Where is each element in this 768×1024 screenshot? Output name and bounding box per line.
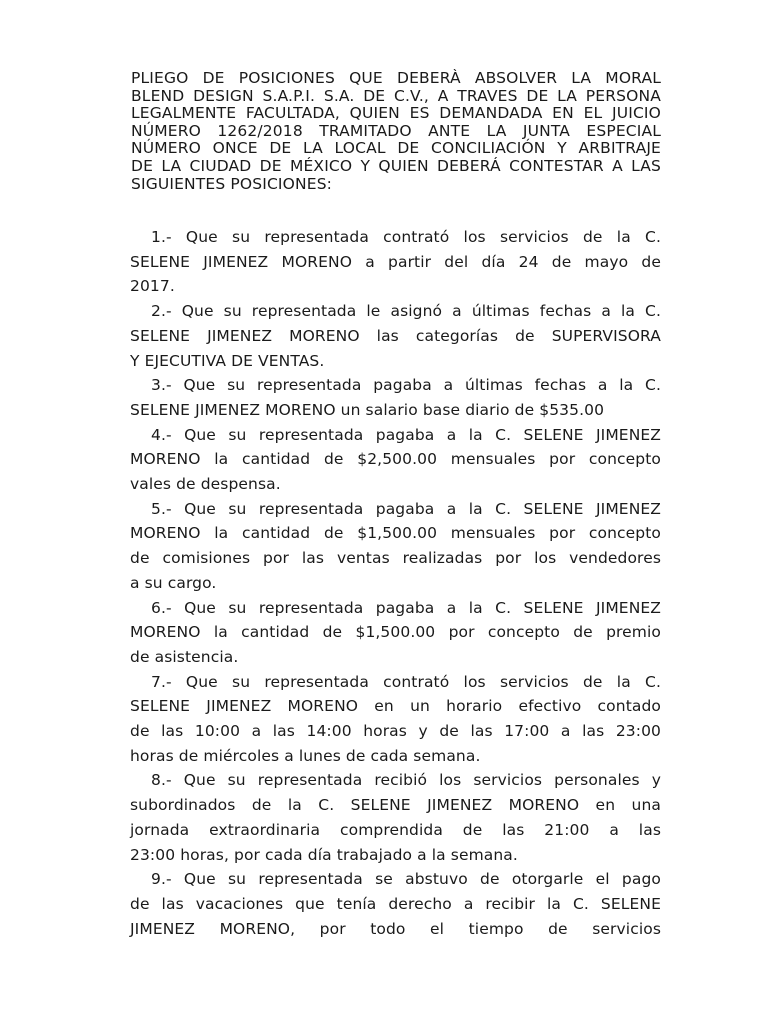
position-line: de las vacaciones que tenía derecho a recibir la C. SELENE <box>130 894 661 913</box>
heading-line: NÚMERO ONCE DE LA LOCAL DE CONCILIACIÓN Y ARBITRAJE <box>131 139 661 158</box>
position-line: 7.- Que su representada contrató los servicios de la C. <box>151 672 661 691</box>
position-line: 9.- Que su representada se abstuvo de otorgarle el pago <box>151 870 661 889</box>
position-line: Y EJECUTIVA DE VENTAS. <box>130 351 325 370</box>
position-line: 1.- Que su representada contrató los servicios de la C. <box>151 228 661 246</box>
heading-line: LEGALMENTE FACULTADA, QUIEN ES DEMANDADA EN EL JUICIO <box>131 104 661 123</box>
position-line: de asistencia. <box>130 647 239 666</box>
position-line: SELENE JIMENEZ MORENO un salario base diario de $535.00 <box>130 400 605 419</box>
position-line: subordinados de la C. SELENE JIMENEZ MORENO en una <box>130 796 661 815</box>
position-line: 4.- Que su representada pagaba a la C. SELENE JIMENEZ <box>151 425 661 444</box>
position-item-9 <box>130 867 661 941</box>
position-line: JIMENEZ MORENO, por todo el tiempo de servicios <box>130 919 661 938</box>
position-line: a su cargo. <box>130 573 217 592</box>
position-item-8 <box>130 768 661 867</box>
position-line: horas de miércoles a lunes de cada semana. <box>130 746 481 765</box>
position-line: de comisiones por las ventas realizadas por los vendedores <box>130 549 661 568</box>
position-line: SELENE JIMENEZ MORENO las categorías de SUPERVISORA <box>130 326 661 345</box>
position-line: jornada extraordinaria comprendida de las 21:00 a las <box>130 820 661 839</box>
position-line: vales de despensa. <box>130 475 281 494</box>
position-item-1 <box>130 225 661 299</box>
position-line: 3.- Que su representada pagaba a últimas fechas a la C. <box>151 376 661 395</box>
position-line: 5.- Que su representada pagaba a la C. SELENE JIMENEZ <box>151 499 661 518</box>
heading-line: SIGUIENTES POSICIONES: <box>131 174 333 193</box>
position-line: SELENE JIMENEZ MORENO en un horario efectivo contado <box>130 697 661 716</box>
position-item-3 <box>130 373 661 422</box>
heading-line: PLIEGO DE POSICIONES QUE DEBERÀ ABSOLVER LA MORAL <box>131 69 661 87</box>
position-item-7 <box>130 670 661 769</box>
heading-line: NÚMERO 1262/2018 TRAMITADO ANTE LA JUNTA ESPECIAL <box>131 121 661 140</box>
position-line: MORENO la cantidad de $1,500.00 por concepto de premio <box>130 623 661 642</box>
position-line: de las 10:00 a las 14:00 horas y de las 17:00 a las 23:00 <box>130 722 661 741</box>
position-line: 8.- Que su representada recibió los servicios personales y <box>151 771 661 790</box>
position-item-2 <box>130 299 661 373</box>
position-item-4 <box>130 423 661 497</box>
position-item-5 <box>130 497 661 596</box>
positions-list <box>130 225 661 941</box>
heading-line: DE LA CIUDAD DE MÉXICO Y QUIEN DEBERÁ CONTESTAR A LAS <box>131 156 661 175</box>
position-line: SELENE JIMENEZ MORENO a partir del día 24 de mayo de <box>130 252 661 271</box>
position-item-6 <box>130 596 661 670</box>
position-line: MORENO la cantidad de $2,500.00 mensuales por concepto <box>130 450 661 469</box>
position-line: 23:00 horas, por cada día trabajado a la semana. <box>130 845 518 864</box>
heading-line: BLEND DESIGN S.A.P.I. S.A. DE C.V., A TRAVES DE LA PERSONA <box>131 86 661 105</box>
document-heading <box>131 70 661 193</box>
position-line: MORENO la cantidad de $1,500.00 mensuales por concepto <box>130 524 661 543</box>
position-line: 2017. <box>130 277 175 296</box>
position-line: 6.- Que su representada pagaba a la C. SELENE JIMENEZ <box>151 598 661 617</box>
position-line: 2.- Que su representada le asignó a últimas fechas a la C. <box>151 302 661 321</box>
